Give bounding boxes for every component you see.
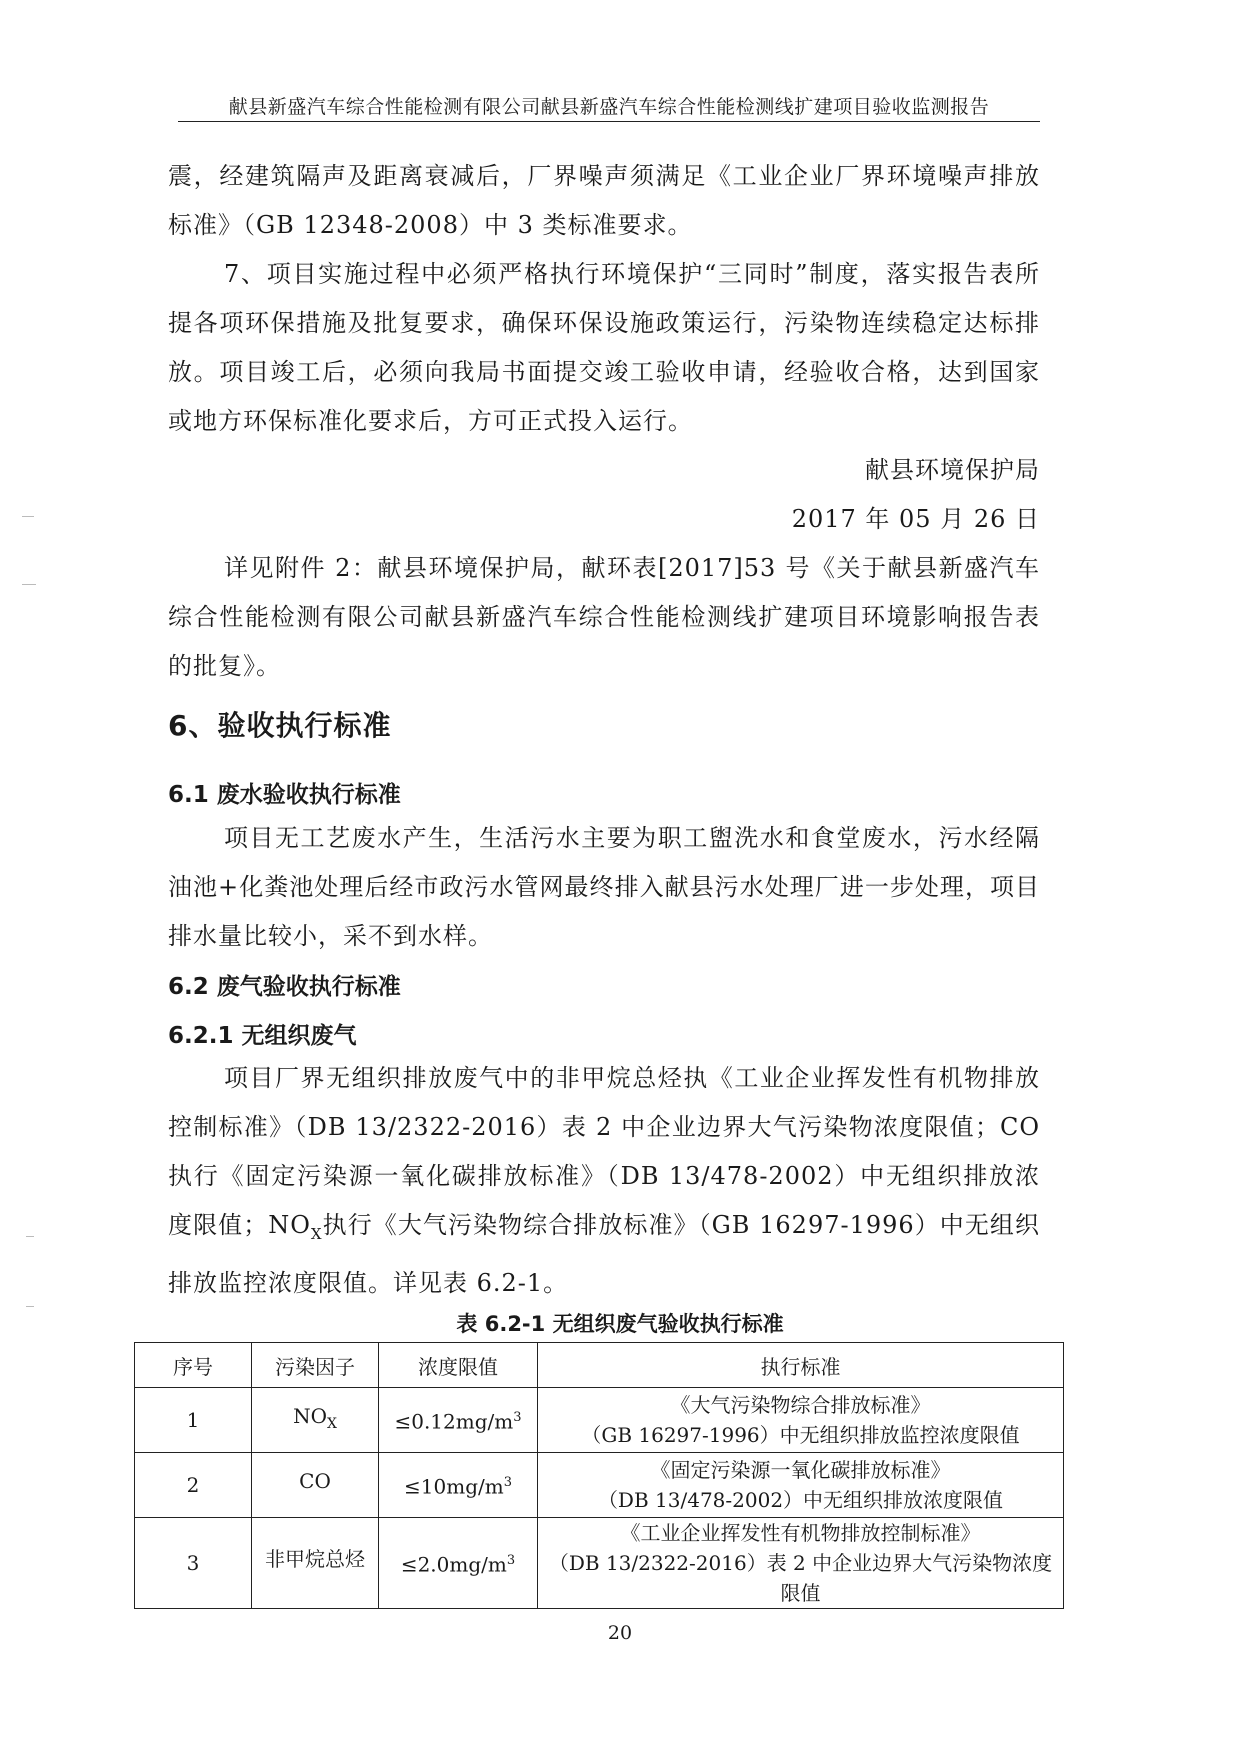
limit-text: ≤0.12mg/m [394, 1409, 514, 1434]
section-6-2-heading: 6.2 废气验收执行标准 [168, 974, 401, 1000]
cell-limit [379, 1453, 538, 1518]
page-number: 20 [607, 1622, 633, 1644]
cell-pollutant [252, 1453, 379, 1518]
scan-mark [26, 1306, 34, 1307]
cell-no: 3 [135, 1518, 252, 1609]
attachment-note: 详见附件 2：献县环境保护局，献环表[2017]53 号《关于献县新盛汽车综合性能检测有限公司献县新盛汽车综合性能检测线扩建项目环境影响报告表的批复》。 [168, 554, 1040, 680]
section-6-1-body [168, 814, 1040, 961]
cell-limit [379, 1388, 538, 1453]
cell-no: 1 [135, 1388, 252, 1453]
pollutant-text: NO [293, 1404, 327, 1428]
header-pollutant: 污染因子 [252, 1343, 379, 1388]
cell-standard [538, 1518, 1064, 1609]
header-standard: 执行标准 [538, 1343, 1064, 1388]
cell-standard [538, 1388, 1064, 1453]
pollutant-text: CO [299, 1469, 331, 1493]
section-6-title: 6、验收执行标准 [168, 709, 392, 742]
section-6-1-heading: 6.1 废水验收执行标准 [168, 782, 401, 808]
limit-text: ≤2.0mg/m [400, 1552, 507, 1577]
header-divider [178, 121, 1040, 122]
intro-block [168, 152, 1040, 691]
section-6-2-1-body [168, 1054, 1040, 1308]
limit-superscript: 3 [506, 1553, 516, 1569]
cell-standard [538, 1453, 1064, 1518]
nox-subscript: X [310, 1224, 323, 1243]
section-6-2-1-text-part1: 项目厂界无组织排放废气中的非甲烷总烃执《工业企业挥发性有机物排放控制标准》（DB 13/2322-2016）表 2 中企业边界大气污染物浓度限值；CO 执行《固定污染源一氧化碳排放标准》（DB 13/478-2002）中无组织排放浓度限值；NO [168, 1064, 1040, 1239]
standard-line-1: 《工业企业挥发性有机物排放控制标准》 [620, 1521, 981, 1545]
pollutant-text: 非甲烷总烃 [265, 1547, 365, 1571]
standard-line-2: （DB 13/478-2002）中无组织排放浓度限值 [597, 1488, 1004, 1512]
limit-text: ≤10mg/m [404, 1474, 504, 1499]
standard-line-1: 《大气污染物综合排放标准》 [670, 1393, 931, 1417]
table-row [135, 1388, 1064, 1453]
standard-line-2: （GB 16297-1996）中无组织排放监控浓度限值 [581, 1423, 1020, 1447]
section-6-2-1-heading: 6.2.1 无组织废气 [168, 1023, 357, 1049]
cell-pollutant [252, 1388, 379, 1453]
cell-pollutant [252, 1518, 379, 1609]
scan-mark [22, 516, 34, 517]
page-header: 献县新盛汽车综合性能检测有限公司献县新盛汽车综合性能检测线扩建项目验收监测报告 [228, 96, 990, 118]
signature-date: 2017 年 05 月 26 日 [791, 505, 1040, 533]
section-6-2-1-text-part2: 执行《大气污染物综合排放标准》（GB 16297-1996）中无组织排放监控浓度限值。详见表 6.2-1。 [168, 1211, 1040, 1297]
table-row [135, 1518, 1064, 1609]
limit-superscript: 3 [503, 1475, 512, 1491]
table-header-row [135, 1343, 1064, 1388]
scan-mark [22, 584, 36, 585]
standard-line-1: 《固定污染源一氧化碳排放标准》 [650, 1458, 951, 1482]
section-6-2-1-text [168, 1054, 1040, 1308]
standard-line-2: （DB 13/2322-2016）表 2 中企业边界大气污染物浓度限值 [548, 1551, 1053, 1605]
cell-limit [379, 1518, 538, 1609]
table-row [135, 1453, 1064, 1518]
intro-paragraph-1: 震，经建筑隔声及距离衰减后，厂界噪声须满足《工业企业厂界环境噪声排放标准》（GB 12348-2008）中 3 类标准要求。 [168, 162, 1040, 239]
intro-paragraph-2: 7、项目实施过程中必须严格执行环境保护“三同时”制度，落实报告表所提各项环保措施及批复要求，确保环保设施政策运行，污染物连续稳定达标排放。项目竣工后，必须向我局书面提交竣工验收申请，经验收合格，达到国家或地方环保标准化要求后，方可正式投入运行。 [168, 260, 1040, 435]
limit-superscript: 3 [513, 1410, 522, 1426]
scan-mark [26, 1236, 34, 1237]
table-caption: 表 6.2-1 无组织废气验收执行标准 [456, 1312, 784, 1336]
header-limit: 浓度限值 [379, 1343, 538, 1388]
standards-table [134, 1342, 1064, 1609]
pollutant-subscript: X [326, 1416, 337, 1432]
header-no: 序号 [135, 1343, 252, 1388]
cell-no: 2 [135, 1453, 252, 1518]
section-6-1-text: 项目无工艺废水产生，生活污水主要为职工盥洗水和食堂废水，污水经隔油池+化粪池处理后经市政污水管网最终排入献县污水处理厂进一步处理，项目排水量比较小，采不到水样。 [168, 824, 1040, 950]
signature-org: 献县环境保护局 [865, 456, 1040, 484]
